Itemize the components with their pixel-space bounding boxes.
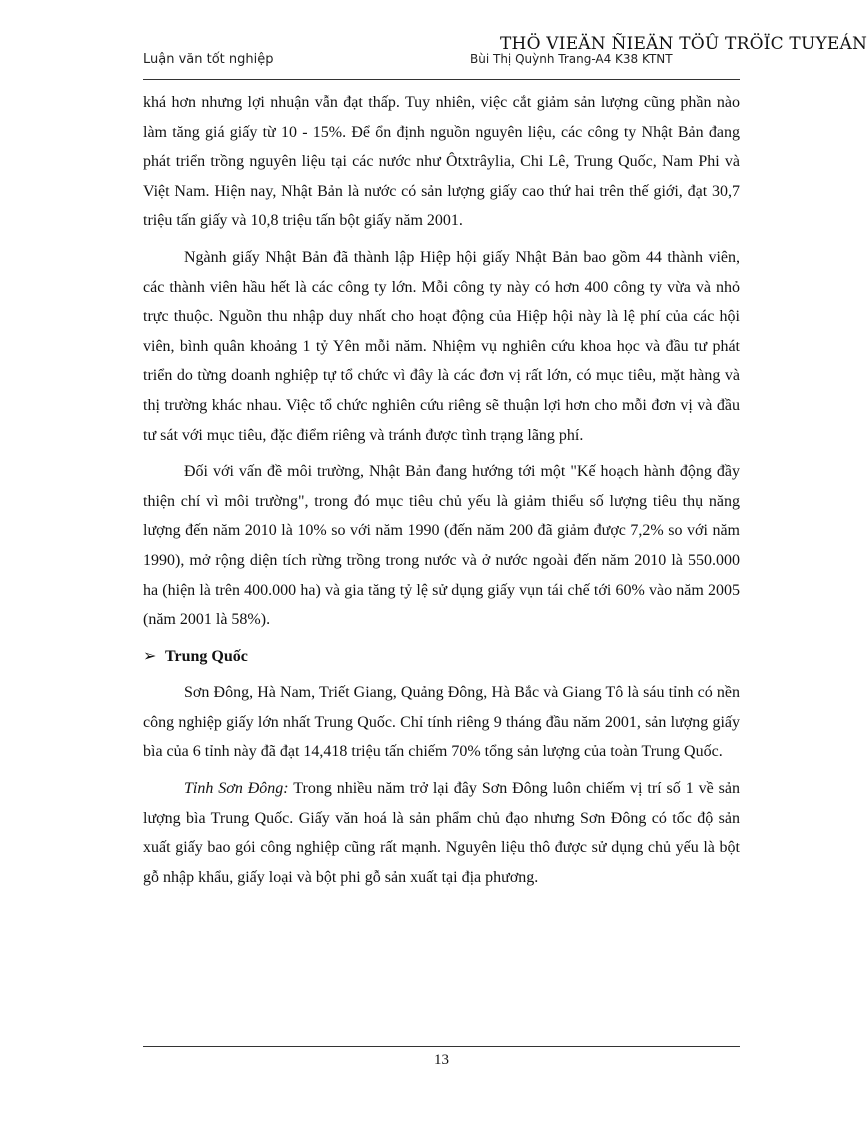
section-title: Trung Quốc [165,647,248,665]
paragraph-4: Sơn Đông, Hà Nam, Triết Giang, Quảng Đông, Hà Bắc và Giang Tô là sáu tỉnh có nền công nghiệp giấy lớn nhất Trung Quốc. Chỉ tính riêng 9 tháng đầu năm 2001, sản lượng giấy bìa của 6 tỉnh này đã đạt 14,418 triệu tấn chiếm 70% tổng sản lượng của toàn Trung Quốc. [143,684,740,761]
paragraph-5 [143,774,740,892]
paragraph-5-text: Trong nhiều năm trở lại đây Sơn Đông luôn chiếm vị trí số 1 về sản lượng bìa Trung Quốc. Giấy văn hoá là sản phẩm chủ đạo nhưng Sơn Đông có tốc độ sản xuất giấy bao gói công nghiệp cũng rất mạnh. Nguyên liệu thô được sử dụng chủ yếu là bột gỗ nhập khẩu, giấy loại và bột phi gỗ sản xuất tại địa phương. [143,780,741,886]
header-thesis-label: Luận văn tốt nghiệp [143,52,274,67]
arrow-bullet-icon: ➢ [143,647,157,665]
paragraph-3: Đối với vấn đề môi trường, Nhật Bản đang hướng tới một "Kế hoạch hành động đầy thiện chí vì môi trường", trong đó mục tiêu chủ yếu là giảm thiểu số lượng tiêu thụ năng lượng đến năm 2010 là 10% so với năm 1990 (đến năm 200 đã giảm được 7,2% so với năm 1990), mở rộng diện tích rừng trồng trong nước và ở nước ngoài đến năm 2010 là 550.000 ha (hiện là trên 400.000 ha) và gia tăng tỷ lệ sử dụng giấy vụn tái chế tới 60% vào năm 2005 (năm 2001 là 58%). [143,463,740,629]
paragraph-2: Ngành giấy Nhật Bản đã thành lập Hiệp hội giấy Nhật Bản bao gồm 44 thành viên, các thành viên hầu hết là các công ty lớn. Mỗi công ty này có hơn 400 công ty vừa và nhỏ trực thuộc. Nguồn thu nhập duy nhất cho hoạt động của Hiệp hội này là lệ phí của các hội viên, bình quân khoảng 1 tỷ Yên mỗi năm. Nhiệm vụ nghiên cứu khoa học và đầu tư phát triển do từng doanh nghiệp tự tổ chức vì đây là các đơn vị rất lớn, có mục tiêu, mặt hàng và thị trường khác nhau. Việc tổ chức nghiên cứu riêng sẽ thuận lợi hơn cho mỗi đơn vị và đầu tư sát với mục tiêu, đặc điểm riêng và tránh được tình trạng lãng phí. [143,248,740,444]
header-author: Bùi Thị Quỳnh Trang-A4 K38 KTNT [470,52,673,66]
paragraph-1: khá hơn nhưng lợi nhuận vẫn đạt thấp. Tuy nhiên, việc cắt giảm sản lượng cũng phần nào làm tăng giá giấy từ 10 - 15%. Để ổn định nguồn nguyên liệu, các công ty Nhật Bản đang phát triển trồng nguyên liệu tại các nước như Ôtxtrâylia, Chi Lê, Trung Quốc, Nam Phi và Việt Nam. Hiện nay, Nhật Bản là nước có sản lượng giấy cao thứ hai trên thế giới, đạt 30,7 triệu tấn giấy và 10,8 triệu tấn bột giấy năm 2001. [143,94,740,230]
document-body [143,88,740,899]
header-divider [143,79,740,80]
paragraph-5-lead: Tỉnh Sơn Đông: [184,780,289,798]
page-number: 13 [434,1052,449,1068]
footer-divider [143,1046,740,1047]
watermark: THÖ VIEÄN ÑIEÄN TÖÛ TRÖÏC TUYEÁN [500,34,867,54]
section-heading [143,642,740,672]
